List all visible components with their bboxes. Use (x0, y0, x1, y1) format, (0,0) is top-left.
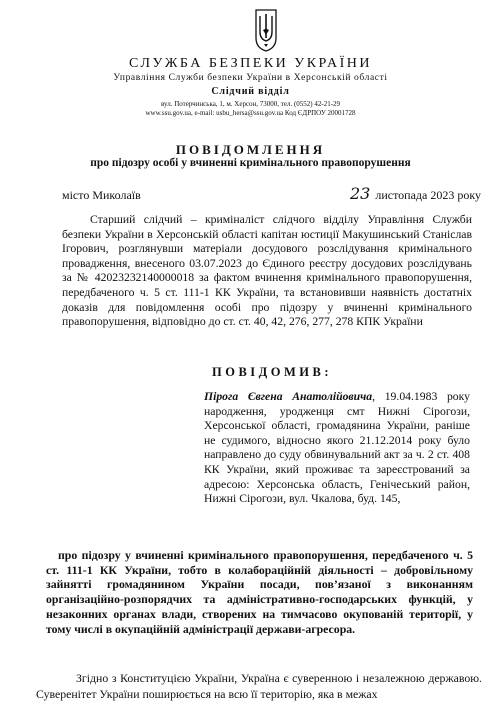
trident-emblem-icon (254, 8, 278, 52)
date-rest: листопада 2023 року (375, 188, 481, 202)
contacts-line: www.ssu.gov.ua, e-mail: usbu_hersa@ssu.gov.ua Код ЄДРПОУ 20001728 (145, 109, 356, 117)
suspect-name: Пірога Євгена Анатолійовича (204, 390, 373, 403)
division-name: Слідчий відділ (211, 86, 290, 97)
department-name: Управління Служби безпеки України в Херсонській області (113, 73, 388, 83)
city-label: місто Миколаїв (62, 188, 141, 202)
document-title: ПОВІДОМЛЕННЯ (175, 142, 326, 157)
document-date (348, 184, 481, 203)
date-day-handwritten: 23 (349, 184, 371, 203)
intro-paragraph (62, 213, 472, 330)
agency-name: СЛУЖБА БЕЗПЕКИ УКРАЇНИ (128, 56, 373, 71)
intro-text: Старший слідчий – криміналіст слідчого відділу Управління Служби безпеки України в Херсонській області капітан юстиції Макушинський Станіслав Ігорович, розглянувши матеріали досудового розслідування кримінального провадження, внесеного 03.07.2023 до Єдиного реєстру досудових розслідувань за № 42023232140000018 за фактом вчинення кримінального правопорушення, передбаченого ч. 5 ст. 111-1 КК України, та встановивши наявність достатніх доказів для повідомлення особі про підозру у вчиненні кримінального правопорушення, відповідно до ст. ст. 40, 42, 276, 277, 278 КПК України (62, 213, 472, 329)
suspect-details: , 19.04.1983 року народження, уродженця смт Нижні Сірогози, Херсонської області, громадянина України, раніше не судимого, відносно якого 21.12.2014 року було направлено до суду обвинувальний акт за ч. 2 ст. 408 КК України, який проживає та зареєстрований за адресою: Херсонська область, Генічеський район, Нижні Сірогози, вул. Чкалова, буд. 145, (204, 390, 471, 506)
constitution-text: Згідно з Конституцією України, Україна є суверенною і незалежною державою. Суверенітет України поширюється на всю її територію, яка в межах (36, 671, 482, 701)
notified-heading: ПОВІДОМИВ: (212, 365, 332, 379)
suspicion-paragraph (46, 548, 473, 636)
constitution-paragraph (36, 670, 482, 702)
suspicion-text: про підозру у вчиненні кримінального правопорушення, передбаченого ч. 5 ст. 111-1 КК України, тобто в колабораційній діяльності – добровільному зайнятті громадянином України посади, пов’язаної з виконанням організаційно-розпорядчих та адміністративно-господарських функцій, у незаконних органах влади, створених на тимчасово окупованій території, у тому числі в окупаційній адміністрації держави-агресора. (46, 548, 473, 636)
document-subtitle: про підозру особі у вчиненні кримінального правопорушення (90, 157, 411, 169)
address-line: вул. Потерчинська, 1, м. Херсон, 73000, тел. (0552) 42-21-29 (160, 100, 341, 108)
suspect-paragraph (204, 390, 470, 507)
